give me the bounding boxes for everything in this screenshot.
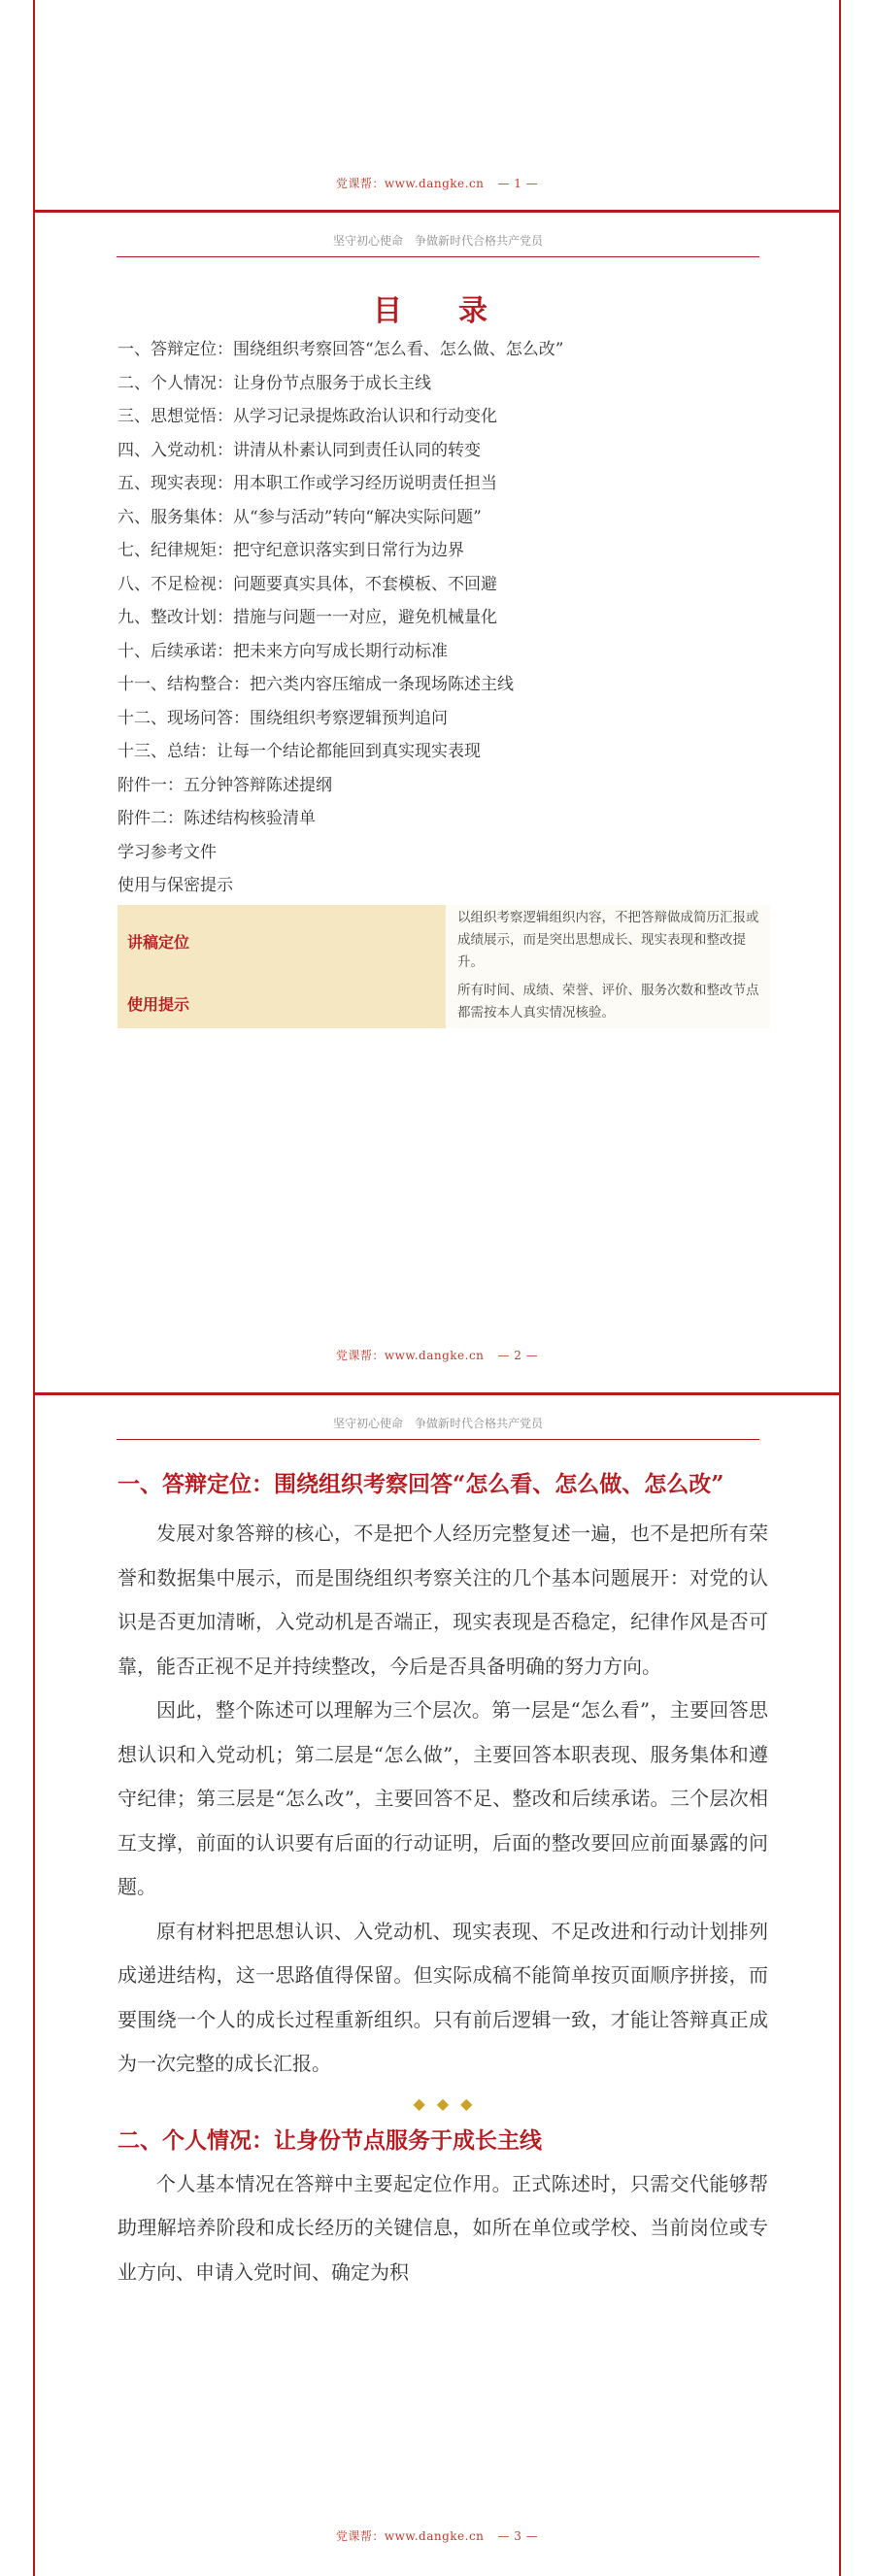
diamond-divider-icon: ◆◆◆ bbox=[413, 2093, 485, 2113]
info-value: 所有时间、成绩、荣誉、评价、服务次数和整改节点都需按本人真实情况核验。 bbox=[446, 978, 770, 1028]
page-3 bbox=[33, 1393, 841, 2576]
toc-item[interactable]: 七、纪律规矩：把守纪意识落实到日常行为边界 bbox=[118, 541, 464, 560]
toc-item[interactable]: 四、入党动机：讲清从朴素认同到责任认同的转变 bbox=[118, 440, 481, 460]
footer-site: 党课帮：www.dangke.cn bbox=[335, 177, 485, 190]
page-1 bbox=[33, 0, 841, 211]
toc-item[interactable]: 六、服务集体：从“参与活动”转向“解决实际问题” bbox=[118, 507, 482, 527]
toc-item[interactable]: 十一、结构整合：把六类内容压缩成一条现场陈述主线 bbox=[118, 675, 514, 694]
toc-item[interactable]: 附件二：陈述结构核验清单 bbox=[118, 809, 316, 828]
section-heading: 二、个人情况：让身份节点服务于成长主线 bbox=[118, 2126, 542, 2154]
toc-title: 目 录 bbox=[373, 294, 501, 328]
table-row bbox=[118, 978, 770, 1028]
toc-item[interactable]: 一、答辩定位：围绕组织考察回答“怎么看、怎么做、怎么改” bbox=[118, 340, 564, 359]
toc-item[interactable]: 八、不足检视：问题要真实具体，不套模板、不回避 bbox=[118, 574, 497, 594]
paragraph: 个人基本情况在答辩中主要起定位作用。正式陈述时，只需交代能够帮助理解培养阶段和成长经历的关键信息，如所在单位或学校、当前岗位或专业方向、申请入党时间、确定为积 bbox=[118, 2171, 768, 2284]
page-2 bbox=[33, 211, 841, 1393]
paragraph: 因此，整个陈述可以理解为三个层次。第一层是“怎么看”，主要回答思想认识和入党动机；第二层是“怎么做”，主要回答本职表现、服务集体和遵守纪律；第三层是“怎么改”，主要回答不足、整改和后续承诺。三个层次相互支撑，前面的认识要有后面的行动证明，后面的整改要回应前面暴露的问题。 bbox=[118, 1698, 768, 1898]
paragraph: 发展对象答辩的核心，不是把个人经历完整复述一遍，也不是把所有荣誉和数据集中展示，而是围绕组织考察关注的几个基本问题展开：对党的认识是否更加清晰，入党动机是否端正，现实表现是否稳定，纪律作风是否可靠，能否正视不足并持续整改，今后是否具备明确的努力方向。 bbox=[118, 1522, 768, 1678]
paragraph: 原有材料把思想认识、入党动机、现实表现、不足改进和行动计划排列成递进结构，这一思路值得保留。但实际成稿不能简单按页面顺序拼接，而要围绕一个人的成长过程重新组织。只有前后逻辑一致，才能让答辩真正成为一次完整的成长汇报。 bbox=[118, 1919, 768, 2075]
toc-item[interactable]: 学习参考文件 bbox=[118, 842, 217, 862]
page-footer bbox=[35, 2527, 839, 2544]
toc-item[interactable]: 十、后续承诺：把未来方向写成长期行动标准 bbox=[118, 641, 448, 661]
footer-site: 党课帮：www.dangke.cn bbox=[335, 1349, 485, 1362]
info-value: 以组织考察逻辑组织内容，不把答辩做成简历汇报或成绩展示，而是突出思想成长、现实表现和整改提升。 bbox=[446, 905, 770, 978]
page-content bbox=[118, 1463, 768, 2294]
toc-item[interactable]: 五、现实表现：用本职工作或学习经历说明责任担当 bbox=[118, 474, 497, 493]
page-header: 坚守初心使命 争做新时代合格共产党员 bbox=[117, 1415, 759, 1440]
toc-item[interactable]: 九、整改计划：措施与问题一一对应，避免机械量化 bbox=[118, 608, 497, 627]
footer-page-number: — 3 — bbox=[497, 2529, 539, 2543]
info-key: 讲稿定位 bbox=[118, 905, 446, 978]
info-table bbox=[118, 905, 770, 1028]
toc-list bbox=[118, 333, 778, 903]
page-header: 坚守初心使命 争做新时代合格共产党员 bbox=[117, 232, 759, 257]
toc-item[interactable]: 使用与保密提示 bbox=[118, 876, 233, 895]
page-footer bbox=[35, 175, 839, 191]
footer-page-number: — 2 — bbox=[497, 1349, 539, 1362]
info-key: 使用提示 bbox=[118, 978, 446, 1028]
footer-site: 党课帮：www.dangke.cn bbox=[335, 2529, 485, 2543]
toc-item[interactable]: 附件一：五分钟答辩陈述提纲 bbox=[118, 775, 332, 795]
toc-item[interactable]: 二、个人情况：让身份节点服务于成长主线 bbox=[118, 373, 431, 393]
toc-item[interactable]: 十三、总结：让每一个结论都能回到真实现实表现 bbox=[118, 742, 481, 761]
page-footer bbox=[35, 1347, 839, 1363]
section-heading: 一、答辩定位：围绕组织考察回答“怎么看、怎么做、怎么改” bbox=[118, 1471, 724, 1497]
footer-page-number: — 1 — bbox=[497, 177, 539, 190]
toc-item[interactable]: 三、思想觉悟：从学习记录提炼政治认识和行动变化 bbox=[118, 407, 497, 426]
table-row bbox=[118, 905, 770, 978]
toc-item[interactable]: 十二、现场问答：围绕组织考察逻辑预判追问 bbox=[118, 708, 448, 728]
